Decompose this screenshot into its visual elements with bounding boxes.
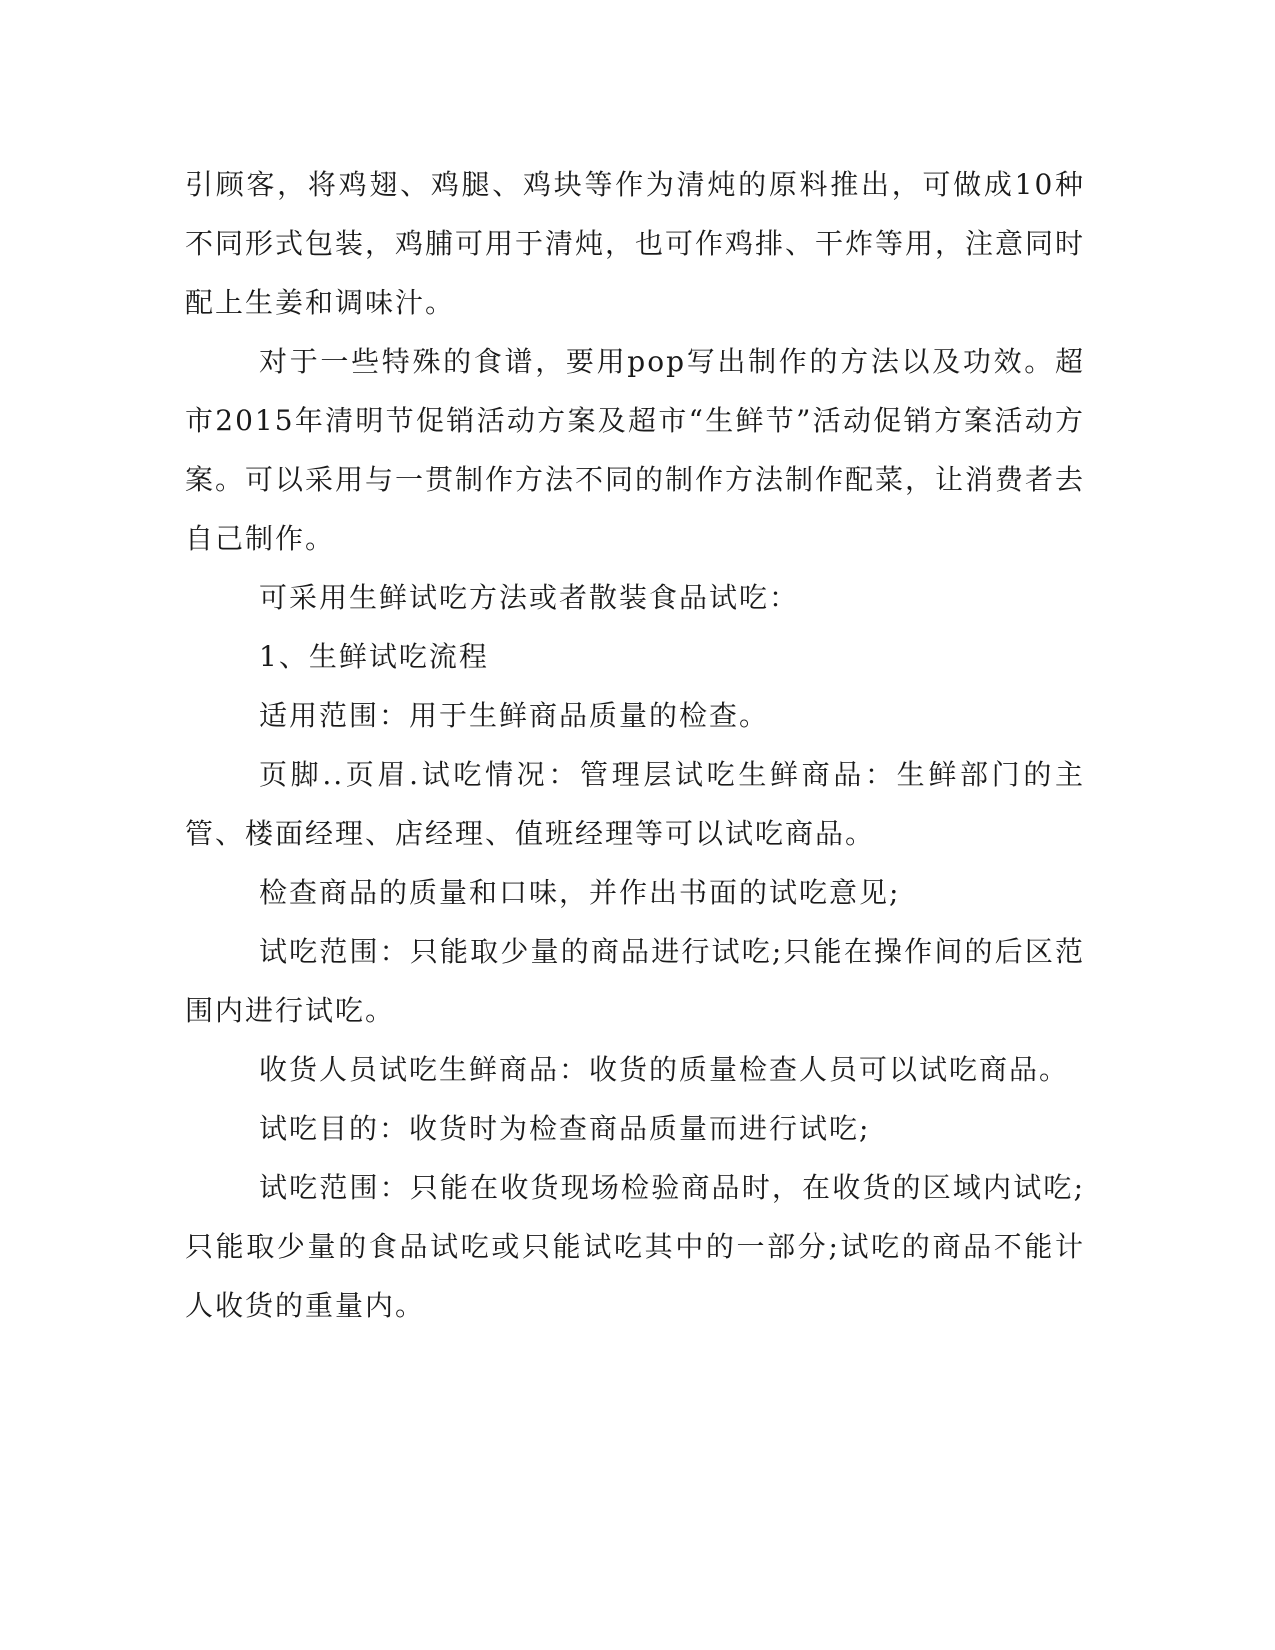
paragraph-tasting-methods: 可采用生鲜试吃方法或者散装食品试吃： bbox=[259, 581, 800, 614]
paragraph-scope: 适用范围：用于生鲜商品质量的检查。 bbox=[259, 699, 770, 732]
paragraph-tasting-purpose: 试吃目的：收货时为检查商品质量而进行试吃; bbox=[259, 1112, 871, 1145]
section-heading-fresh-tasting-process: 1、生鲜试吃流程 bbox=[259, 640, 489, 673]
paragraph-continuation: 引顾客，将鸡翅、鸡腿、鸡块等作为清炖的原料推出，可做成10种不同形式包装，鸡脯可用于清炖，也可作鸡排、干炸等用，注意同时配上生姜和调味汁。 bbox=[185, 168, 1086, 319]
paragraph-tasting-range: 试吃范围：只能取少量的商品进行试吃;只能在操作间的后区范围内进行试吃。 bbox=[185, 935, 1085, 1027]
paragraph-quality-check: 检查商品的质量和口味，并作出书面的试吃意见; bbox=[259, 876, 901, 909]
paragraph-receiving-range: 试吃范围：只能在收货现场检验商品时，在收货的区域内试吃;只能取少量的食品试吃或只能试吃其中的一部分;试吃的商品不能计人收货的重量内。 bbox=[185, 1171, 1085, 1322]
paragraph-pop-recipes: 对于一些特殊的食谱，要用pop写出制作的方法以及功效。超市2015年清明节促销活动方案及超市“生鲜节”活动促销方案活动方案。可以采用与一贯制作方法不同的制作方法制作配菜，让消费者去自己制作。 bbox=[185, 345, 1086, 555]
document-body bbox=[185, 155, 1085, 1335]
paragraph-receiving-tasting: 收货人员试吃生鲜商品：收货的质量检查人员可以试吃商品。 bbox=[259, 1053, 1070, 1086]
paragraph-management-tasting: 页脚..页眉.试吃情况：管理层试吃生鲜商品：生鲜部门的主管、楼面经理、店经理、值班经理等可以试吃商品。 bbox=[185, 758, 1085, 850]
